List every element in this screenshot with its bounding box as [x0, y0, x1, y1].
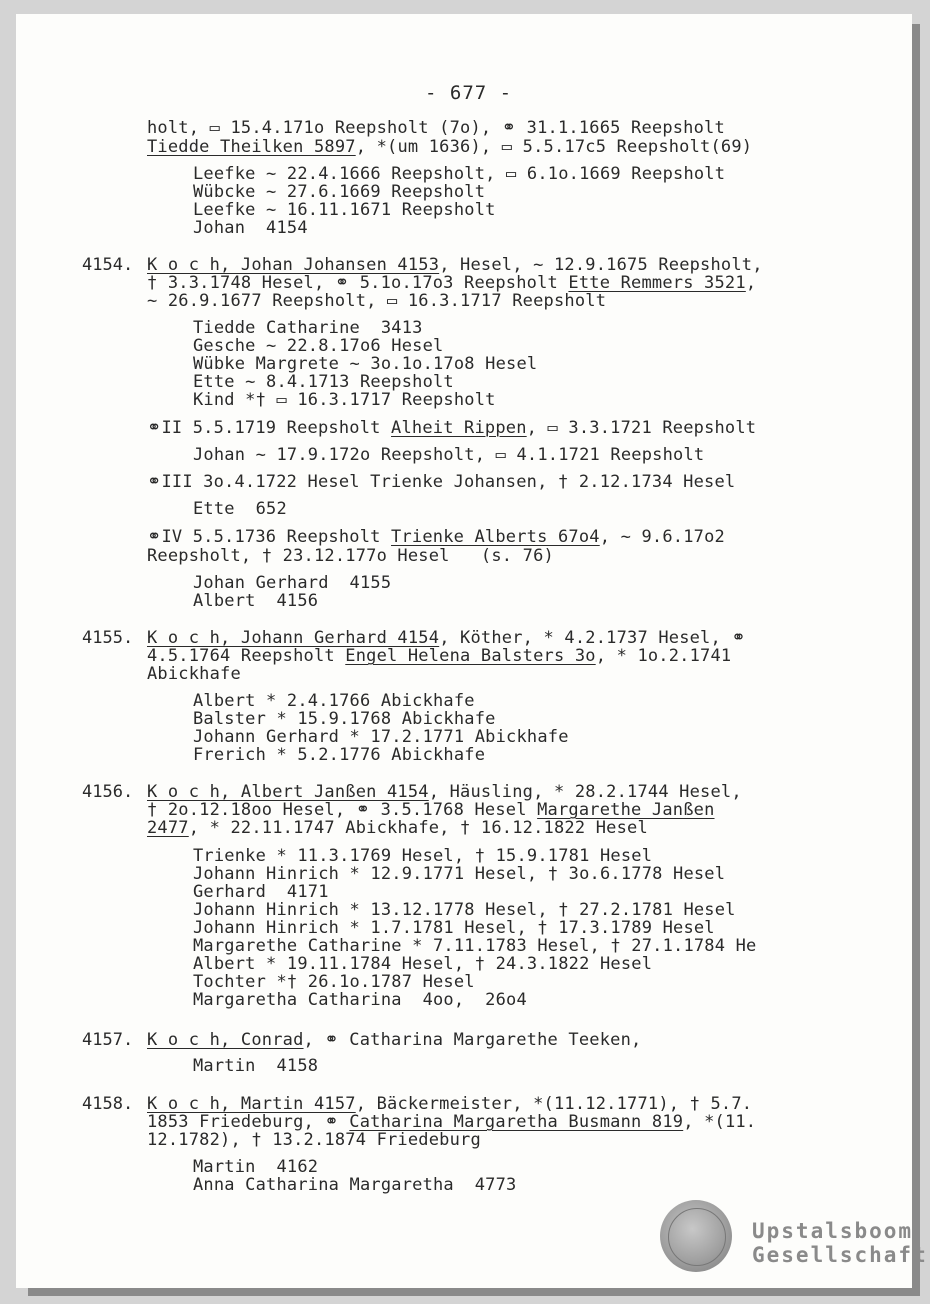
entry-line: Gerhard 4171 — [193, 882, 329, 902]
entry-line: Frerich * 5.2.1776 Abickhafe — [193, 745, 486, 765]
entry-line: Martin 4158 — [193, 1056, 319, 1076]
entry-line: Martin 4162 — [193, 1157, 319, 1177]
entry-line: Wübke Margrete ~ 3o.1o.17o8 Hesel — [193, 354, 538, 374]
entry-line: Albert * 2.4.1766 Abickhafe — [193, 691, 475, 711]
entry-line: K o c h, Johan Johansen 4153, Hesel, ~ 12.9.1675 Reepsholt, — [147, 255, 763, 275]
entry-line: ⚭III 3o.4.1722 Hesel Trienke Johansen, † 2.12.1734 Hesel — [147, 472, 736, 492]
underlined-name: Ette Remmers 3521 — [568, 273, 746, 293]
entry-line: Anna Catharina Margaretha 4773 — [193, 1175, 517, 1195]
underlined-name: Margarethe Janßen — [537, 800, 715, 820]
entry-line: 1853 Friedeburg, ⚭ Catharina Margaretha Busmann 819, *(11. — [147, 1112, 757, 1132]
entry-line: Johann Hinrich * 12.9.1771 Hesel, † 3o.6.1778 Hesel — [193, 864, 726, 884]
entry-line: Johann Gerhard * 17.2.1771 Abickhafe — [193, 727, 569, 747]
entry-line: Albert * 19.11.1784 Hesel, † 24.3.1822 Hesel — [193, 954, 653, 974]
text-line: holt, ▭ 15.4.171o Reepsholt (7o), ⚭ 31.1.1665 Reepsholt — [147, 118, 725, 138]
entry-line: 2477, * 22.11.1747 Abickhafe, † 16.12.1822 Hesel — [147, 818, 648, 838]
underlined-name: Alheit Rippen — [391, 418, 527, 438]
entry-line: K o c h, Albert Janßen 4154, Häusling, * 28.2.1744 Hesel, — [147, 782, 742, 802]
text-line: Tiedde Theilken 5897, *(um 1636), ▭ 5.5.17c5 Reepsholt(69) — [147, 137, 753, 157]
entry-number: 4154. — [82, 255, 134, 275]
entry-line: † 3.3.1748 Hesel, ⚭ 5.1o.17o3 Reepsholt Ette Remmers 3521, — [147, 273, 757, 293]
underlined-name: K o c h, Conrad — [147, 1030, 304, 1050]
entry-line: Ette 652 — [193, 499, 287, 519]
entry-line: ⚭II 5.5.1719 Reepsholt Alheit Rippen, ▭ 3.3.1721 Reepsholt — [147, 418, 757, 438]
underlined-name: K o c h, Martin 4157 — [147, 1094, 356, 1114]
branding-line-2: Gesellschaft — [752, 1243, 928, 1267]
entry-line: Ette ~ 8.4.1713 Reepsholt — [193, 372, 454, 392]
underlined-name: 2477 — [147, 818, 189, 838]
entry-line: Reepsholt, † 23.12.177o Hesel (s. 76) — [147, 546, 554, 566]
entry-line: Margarethe Catharine * 7.11.1783 Hesel, † 27.1.1784 He — [193, 936, 757, 956]
entry-line: K o c h, Johann Gerhard 4154, Köther, * 4.2.1737 Hesel, ⚭ — [147, 628, 746, 648]
underlined-name: Tiedde Theilken 5897 — [147, 137, 356, 157]
entry-line: † 2o.12.18oo Hesel, ⚭ 3.5.1768 Hesel Margarethe Janßen — [147, 800, 715, 820]
underlined-name: Trienke Alberts 67o4 — [391, 527, 600, 547]
entry-line: 4.5.1764 Reepsholt Engel Helena Balsters 3o, * 1o.2.1741 — [147, 646, 732, 666]
text-line: Leefke ~ 22.4.1666 Reepsholt, ▭ 6.1o.1669 Reepsholt — [193, 164, 726, 184]
entry-number: 4158. — [82, 1094, 134, 1114]
entry-line: Johann Hinrich * 13.12.1778 Hesel, † 27.2.1781 Hesel — [193, 900, 736, 920]
entry-number: 4156. — [82, 782, 134, 802]
entry-line: Abickhafe — [147, 664, 241, 684]
entry-line: Albert 4156 — [193, 591, 319, 611]
entry-line: ⚭IV 5.5.1736 Reepsholt Trienke Alberts 67o4, ~ 9.6.17o2 — [147, 527, 725, 547]
text-line: Leefke ~ 16.11.1671 Reepsholt — [193, 200, 496, 220]
seal-inner-ring — [668, 1208, 726, 1266]
entry-line: ~ 26.9.1677 Reepsholt, ▭ 16.3.1717 Reepsholt — [147, 291, 607, 311]
entry-line: K o c h, Conrad, ⚭ Catharina Margarethe Teeken, — [147, 1030, 642, 1050]
underlined-name: K o c h, Albert Janßen 4154 — [147, 782, 429, 802]
entry-number: 4157. — [82, 1030, 134, 1050]
entry-line: Tochter *† 26.1o.1787 Hesel — [193, 972, 475, 992]
entry-line: Gesche ~ 22.8.17o6 Hesel — [193, 336, 444, 356]
entry-line: Tiedde Catharine 3413 — [193, 318, 423, 338]
entry-line: Johann Hinrich * 1.7.1781 Hesel, † 17.3.1789 Hesel — [193, 918, 715, 938]
branding-line-1: Upstalsboom — [752, 1219, 914, 1243]
text-line: Johan 4154 — [193, 218, 308, 238]
seal-emblem-icon — [660, 1200, 732, 1272]
text-line: Wübcke ~ 27.6.1669 Reepsholt — [193, 182, 486, 202]
entry-line: Johan ~ 17.9.172o Reepsholt, ▭ 4.1.1721 Reepsholt — [193, 445, 705, 465]
entry-number: 4155. — [82, 628, 134, 648]
underlined-name: Engel Helena Balsters 3o — [345, 646, 596, 666]
entry-line: Margaretha Catharina 4oo, 26o4 — [193, 990, 527, 1010]
page-number: - 677 - — [425, 82, 513, 104]
underlined-name: K o c h, Johan Johansen 4153 — [147, 255, 440, 275]
entry-line: K o c h, Martin 4157, Bäckermeister, *(11.12.1771), † 5.7. — [147, 1094, 753, 1114]
underlined-name: K o c h, Johann Gerhard 4154 — [147, 628, 440, 648]
entry-line: Johan Gerhard 4155 — [193, 573, 392, 593]
entry-line: Balster * 15.9.1768 Abickhafe — [193, 709, 496, 729]
entry-line: 12.1782), † 13.2.1874 Friedeburg — [147, 1130, 481, 1150]
entry-line: Kind *† ▭ 16.3.1717 Reepsholt — [193, 390, 496, 410]
underlined-name: Catharina Margaretha Busmann 819 — [349, 1112, 684, 1132]
entry-line: Trienke * 11.3.1769 Hesel, † 15.9.1781 Hesel — [193, 846, 653, 866]
